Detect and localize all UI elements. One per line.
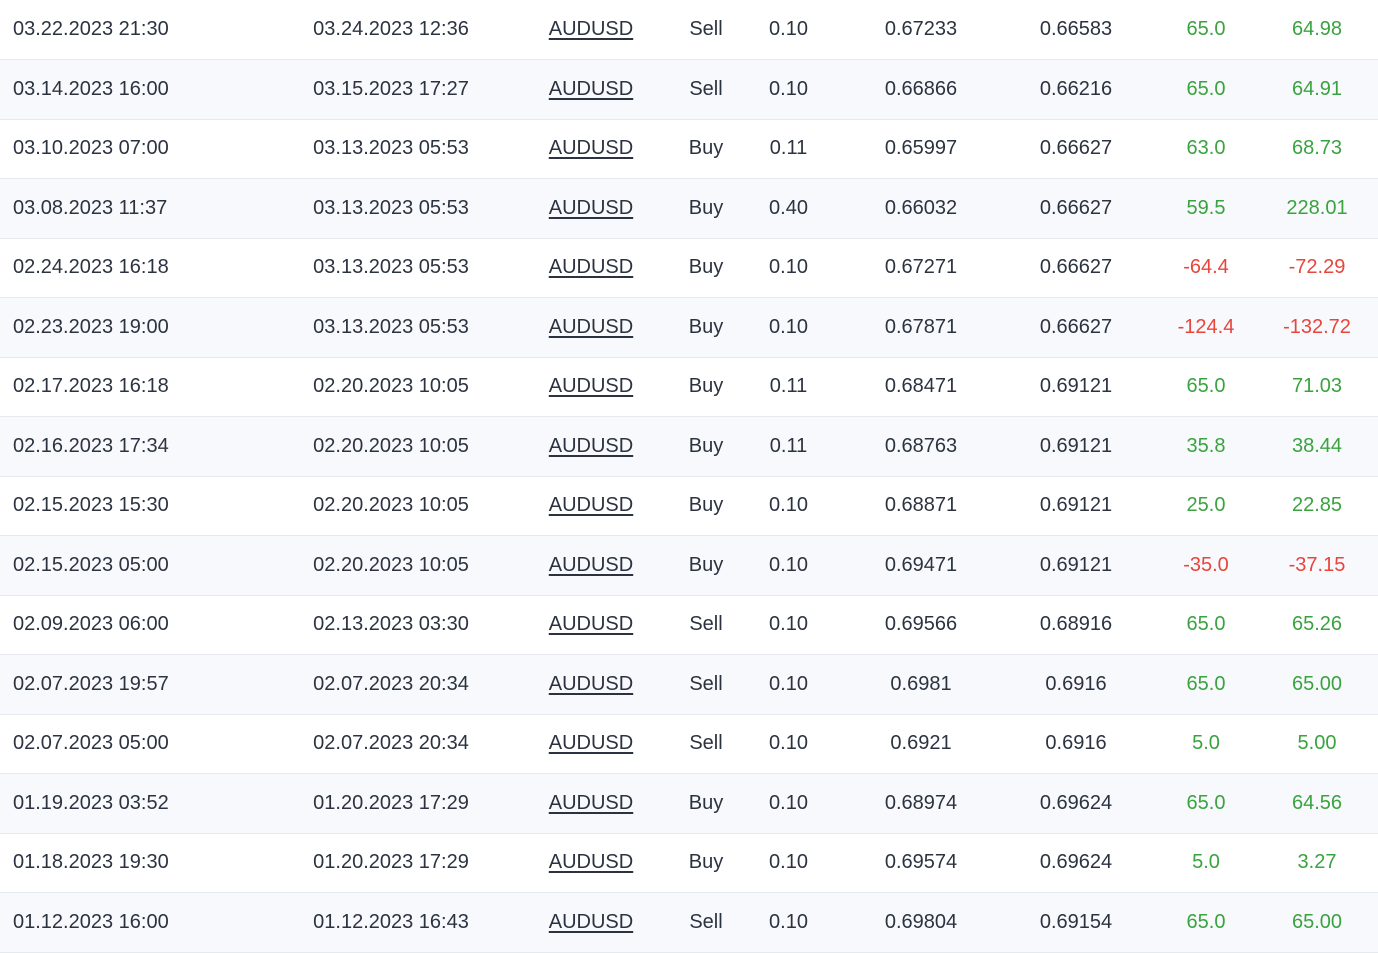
open-time: 01.18.2023 19:30 — [13, 851, 169, 874]
close-price: 0.66627 — [1039, 315, 1113, 338]
trade-row — [0, 655, 1378, 715]
lot-size: 0.40 — [769, 196, 808, 219]
lot-size: 0.11 — [769, 137, 808, 160]
profit-value: -72.29 — [1288, 256, 1346, 279]
symbol-cell — [501, 0, 681, 60]
trade-type: Buy — [688, 256, 724, 279]
lot-size: 0.10 — [769, 494, 808, 517]
profit-value: -132.72 — [1283, 315, 1351, 338]
pips-value: 65.0 — [1186, 375, 1226, 398]
symbol-link[interactable]: AUDUSD — [548, 434, 634, 457]
close-price: 0.6916 — [1045, 732, 1107, 755]
open-time: 02.17.2023 16:18 — [13, 375, 169, 398]
profit-value: 68.73 — [1291, 137, 1343, 160]
pips-value: 65.0 — [1186, 18, 1226, 40]
open-price: 0.68974 — [884, 791, 958, 814]
profit-value: 228.01 — [1286, 196, 1348, 219]
trade-type: Sell — [689, 18, 723, 40]
symbol-cell — [501, 119, 681, 179]
open-price: 0.68763 — [884, 434, 958, 457]
close-time: 01.20.2023 17:29 — [313, 851, 469, 874]
profit-value: 65.00 — [1291, 910, 1343, 933]
open-time: 02.09.2023 06:00 — [13, 613, 169, 636]
open-price: 0.69471 — [884, 553, 958, 576]
close-price: 0.68916 — [1039, 613, 1113, 636]
profit-value: 22.85 — [1291, 494, 1343, 517]
trade-row — [0, 179, 1378, 239]
symbol-link[interactable]: AUDUSD — [548, 732, 634, 755]
pips-value: 35.8 — [1186, 434, 1226, 457]
lot-size: 0.10 — [769, 732, 808, 755]
trade-type: Buy — [688, 791, 724, 814]
trade-type: Sell — [689, 672, 723, 695]
trade-type: Buy — [688, 553, 724, 576]
pips-value: 5.0 — [1192, 851, 1220, 874]
pips-value: 65.0 — [1186, 613, 1226, 636]
trade-row — [0, 774, 1378, 834]
trade-row — [0, 417, 1378, 477]
symbol-cell — [501, 774, 681, 834]
lot-size: 0.10 — [769, 256, 808, 279]
close-price: 0.66627 — [1039, 137, 1113, 160]
profit-value: 64.98 — [1291, 18, 1343, 40]
trade-type: Sell — [689, 77, 723, 100]
lot-size: 0.10 — [769, 791, 808, 814]
close-price: 0.69624 — [1039, 791, 1113, 814]
profit-value: -37.15 — [1288, 553, 1346, 576]
close-price: 0.69121 — [1039, 375, 1113, 398]
close-time: 03.13.2023 05:53 — [313, 196, 469, 219]
close-price: 0.69121 — [1039, 494, 1113, 517]
trade-row — [0, 536, 1378, 596]
lot-size: 0.11 — [769, 375, 808, 398]
close-time: 03.13.2023 05:53 — [313, 315, 469, 338]
profit-value: 38.44 — [1291, 434, 1343, 457]
open-price: 0.67871 — [884, 315, 958, 338]
trade-type: Sell — [689, 910, 723, 933]
pips-value: 65.0 — [1186, 672, 1226, 695]
open-time: 03.08.2023 11:37 — [13, 196, 168, 219]
profit-value: 65.26 — [1291, 613, 1343, 636]
open-time: 01.19.2023 03:52 — [13, 791, 169, 814]
open-time: 02.24.2023 16:18 — [13, 256, 169, 279]
open-time: 02.07.2023 05:00 — [13, 732, 169, 755]
trade-type: Buy — [688, 315, 724, 338]
open-price: 0.65997 — [884, 137, 958, 160]
trade-row — [0, 595, 1378, 655]
trade-type: Buy — [688, 196, 724, 219]
close-time: 02.20.2023 10:05 — [313, 375, 469, 398]
pips-value: -64.4 — [1183, 256, 1229, 279]
symbol-link[interactable]: AUDUSD — [548, 553, 634, 576]
trade-type: Sell — [689, 732, 723, 755]
close-price: 0.66627 — [1039, 256, 1113, 279]
open-time: 03.10.2023 07:00 — [13, 137, 169, 160]
symbol-link[interactable]: AUDUSD — [548, 18, 634, 40]
lot-size: 0.10 — [769, 851, 808, 874]
symbol-link[interactable]: AUDUSD — [548, 375, 634, 398]
open-time: 02.15.2023 05:00 — [13, 553, 169, 576]
symbol-cell — [501, 476, 681, 536]
lot-size: 0.10 — [769, 18, 808, 40]
symbol-link[interactable]: AUDUSD — [548, 672, 634, 695]
trade-type: Buy — [688, 851, 724, 874]
symbol-link[interactable]: AUDUSD — [548, 77, 634, 100]
symbol-link[interactable]: AUDUSD — [548, 791, 634, 814]
open-price: 0.69574 — [884, 851, 958, 874]
pips-value: 25.0 — [1186, 494, 1226, 517]
lot-size: 0.10 — [769, 613, 808, 636]
symbol-cell — [501, 536, 681, 596]
trade-row — [0, 476, 1378, 536]
close-time: 03.24.2023 12:36 — [313, 18, 469, 40]
close-time: 01.12.2023 16:43 — [313, 910, 469, 933]
close-price: 0.66216 — [1039, 77, 1113, 100]
open-price: 0.68471 — [884, 375, 958, 398]
symbol-link[interactable]: AUDUSD — [548, 851, 634, 874]
trade-type: Buy — [688, 494, 724, 517]
close-price: 0.66627 — [1039, 196, 1113, 219]
pips-value: -35.0 — [1183, 553, 1229, 576]
symbol-cell — [501, 833, 681, 893]
close-price: 0.69624 — [1039, 851, 1113, 874]
close-time: 03.15.2023 17:27 — [313, 77, 469, 100]
pips-value: 65.0 — [1186, 77, 1226, 100]
close-price: 0.66583 — [1039, 18, 1113, 40]
close-time: 03.13.2023 05:53 — [313, 137, 469, 160]
close-time: 02.20.2023 10:05 — [313, 494, 469, 517]
open-time: 02.07.2023 19:57 — [13, 672, 169, 695]
close-time: 02.13.2023 03:30 — [313, 613, 469, 636]
close-price: 0.69121 — [1039, 553, 1113, 576]
open-price: 0.69566 — [884, 613, 958, 636]
open-time: 02.23.2023 19:00 — [13, 315, 169, 338]
symbol-cell — [501, 179, 681, 239]
open-time: 03.22.2023 21:30 — [13, 18, 169, 40]
trade-row — [0, 298, 1378, 358]
trade-row — [0, 60, 1378, 120]
close-time: 01.20.2023 17:29 — [313, 791, 469, 814]
symbol-cell — [501, 357, 681, 417]
lot-size: 0.11 — [769, 434, 808, 457]
lot-size: 0.10 — [769, 910, 808, 933]
symbol-link[interactable]: AUDUSD — [548, 910, 634, 933]
open-price: 0.67233 — [884, 18, 958, 40]
open-price: 0.67271 — [884, 256, 958, 279]
lot-size: 0.10 — [769, 77, 808, 100]
pips-value: 65.0 — [1186, 791, 1226, 814]
symbol-cell — [501, 893, 681, 953]
symbol-link[interactable]: AUDUSD — [548, 137, 634, 160]
open-time: 02.15.2023 15:30 — [13, 494, 169, 517]
profit-value: 64.56 — [1291, 791, 1343, 814]
trade-row — [0, 833, 1378, 893]
trade-row — [0, 357, 1378, 417]
symbol-cell — [501, 238, 681, 298]
symbol-link[interactable]: AUDUSD — [548, 613, 634, 636]
symbol-cell — [501, 60, 681, 120]
profit-value: 5.00 — [1297, 732, 1337, 755]
trade-type: Buy — [688, 137, 724, 160]
open-price: 0.6981 — [890, 672, 952, 695]
pips-value: 5.0 — [1192, 732, 1220, 755]
symbol-cell — [501, 417, 681, 477]
open-price: 0.66866 — [884, 77, 958, 100]
trade-row — [0, 714, 1378, 774]
symbol-link[interactable]: AUDUSD — [548, 494, 634, 517]
trade-row — [0, 0, 1378, 60]
trade-row — [0, 893, 1378, 953]
profit-value: 71.03 — [1291, 375, 1343, 398]
pips-value: 59.5 — [1186, 196, 1226, 219]
close-price: 0.69154 — [1039, 910, 1113, 933]
close-time: 02.07.2023 20:34 — [313, 672, 469, 695]
profit-value: 3.27 — [1297, 851, 1337, 874]
close-time: 02.07.2023 20:34 — [313, 732, 469, 755]
close-time: 03.13.2023 05:53 — [313, 256, 469, 279]
profit-value: 64.91 — [1291, 77, 1343, 100]
close-price: 0.69121 — [1039, 434, 1113, 457]
close-time: 02.20.2023 10:05 — [313, 434, 469, 457]
trade-row — [0, 238, 1378, 298]
open-price: 0.68871 — [884, 494, 958, 517]
open-price: 0.69804 — [884, 910, 958, 933]
symbol-link[interactable]: AUDUSD — [548, 256, 634, 279]
close-price: 0.6916 — [1045, 672, 1107, 695]
open-price: 0.6921 — [890, 732, 952, 755]
open-time: 02.16.2023 17:34 — [13, 434, 169, 457]
lot-size: 0.10 — [769, 553, 808, 576]
symbol-cell — [501, 595, 681, 655]
trade-row — [0, 119, 1378, 179]
pips-value: 65.0 — [1186, 910, 1226, 933]
lot-size: 0.10 — [769, 315, 808, 338]
pips-value: -124.4 — [1177, 315, 1235, 338]
open-time: 01.12.2023 16:00 — [13, 910, 169, 933]
lot-size: 0.10 — [769, 672, 808, 695]
close-time: 02.20.2023 10:05 — [313, 553, 469, 576]
symbol-cell — [501, 298, 681, 358]
trade-type: Buy — [688, 375, 724, 398]
symbol-link[interactable]: AUDUSD — [548, 196, 634, 219]
profit-value: 65.00 — [1291, 672, 1343, 695]
trade-type: Sell — [689, 613, 723, 636]
symbol-link[interactable]: AUDUSD — [548, 315, 634, 338]
open-time: 03.14.2023 16:00 — [13, 77, 169, 100]
open-price: 0.66032 — [884, 196, 958, 219]
pips-value: 63.0 — [1186, 137, 1226, 160]
symbol-cell — [501, 655, 681, 715]
trade-type: Buy — [688, 434, 724, 457]
symbol-cell — [501, 714, 681, 774]
